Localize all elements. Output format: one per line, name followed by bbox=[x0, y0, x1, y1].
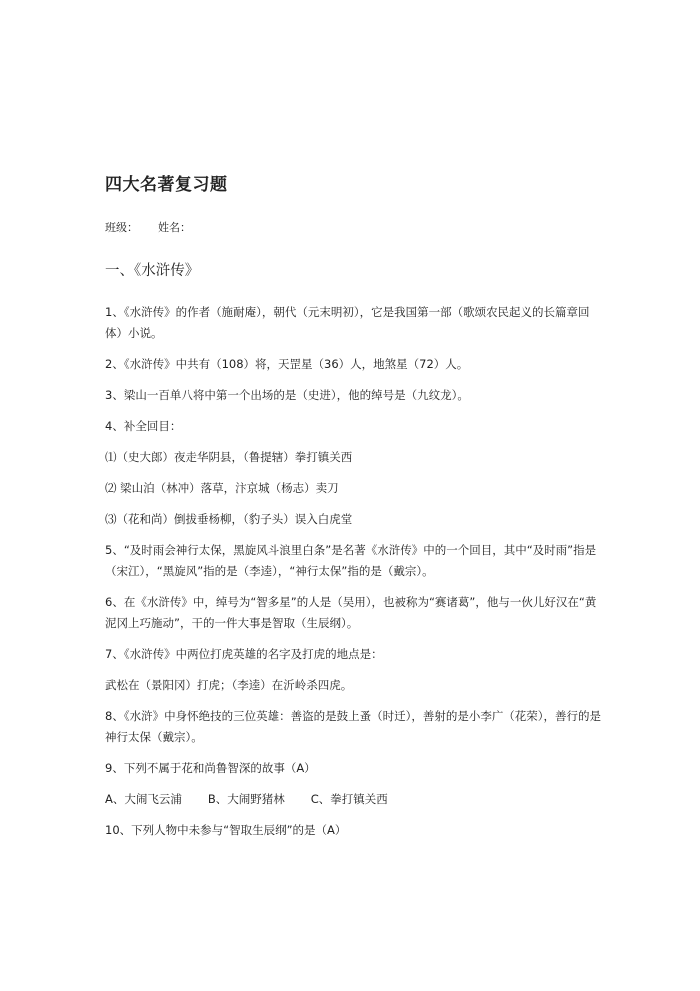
option-c: C、拳打镇关西 bbox=[310, 792, 388, 806]
question-4-item-2: ⑵ 梁山泊（林冲）落草，汴京城（杨志）卖刀 bbox=[105, 481, 339, 495]
document-page bbox=[105, 172, 605, 851]
question-2: 2、《水浒传》中共有（108）将，天罡星（36）人，地煞星（72）人。 bbox=[105, 357, 469, 371]
question-7: 7、《水浒传》中两位打虎英雄的名字及打虎的地点是： bbox=[105, 647, 383, 661]
option-b: B、大闹野猪林 bbox=[207, 792, 285, 806]
question-4-item-3: ⑶（花和尚）倒拔垂杨柳，（豹子头）误入白虎堂 bbox=[105, 512, 353, 526]
question-9-options bbox=[105, 789, 605, 810]
question-5: 5、“及时雨会神行太保，黑旋风斗浪里白条”是名著《水浒传》中的一个回目，其中“及时雨”指是（宋江），“黑旋风”指的是（李逵），“神行太保”指的是（戴宗）。 bbox=[105, 543, 597, 578]
question-3: 3、梁山一百单八将中第一个出场的是（史进），他的绰号是（九纹龙）。 bbox=[105, 388, 469, 402]
question-1: 1、《水浒传》的作者（施耐庵），朝代（元末明初），它是我国第一部（歌颂农民起义的长篇章回体）小说。 bbox=[105, 305, 590, 340]
question-8: 8、《水浒》中身怀绝技的三位英雄：善盗的是鼓上蚤（时迁），善射的是小李广（花荣），善行的是神行太保（戴宗）。 bbox=[105, 709, 602, 744]
doc-title: 四大名著复习题 bbox=[105, 175, 228, 195]
name-label: 姓名： bbox=[158, 221, 191, 234]
question-6: 6、在《水浒传》中，绰号为“智多星”的人是（吴用），也被称为“赛诸葛”，他与一伙儿好汉在“黄泥冈上巧施动”，干的一件大事是智取（生辰纲）。 bbox=[105, 595, 597, 630]
option-a: A、大闹飞云浦 bbox=[105, 792, 182, 806]
question-7-answer: 武松在（景阳冈）打虎；（李逵）在沂岭杀四虎。 bbox=[105, 678, 353, 692]
section-heading: 一、《水浒传》 bbox=[105, 263, 200, 279]
question-10: 10、下列人物中未参与“智取生辰纲”的是（A） bbox=[105, 823, 347, 837]
student-info-line bbox=[105, 220, 605, 236]
class-label: 班级： bbox=[105, 221, 138, 234]
question-4-item-1: ⑴（史大郎）夜走华阴县，（鲁提辖）拳打镇关西 bbox=[105, 450, 353, 464]
question-4: 4、补全回目： bbox=[105, 419, 182, 433]
question-9: 9、下列不属于花和尚鲁智深的故事（A） bbox=[105, 761, 316, 775]
